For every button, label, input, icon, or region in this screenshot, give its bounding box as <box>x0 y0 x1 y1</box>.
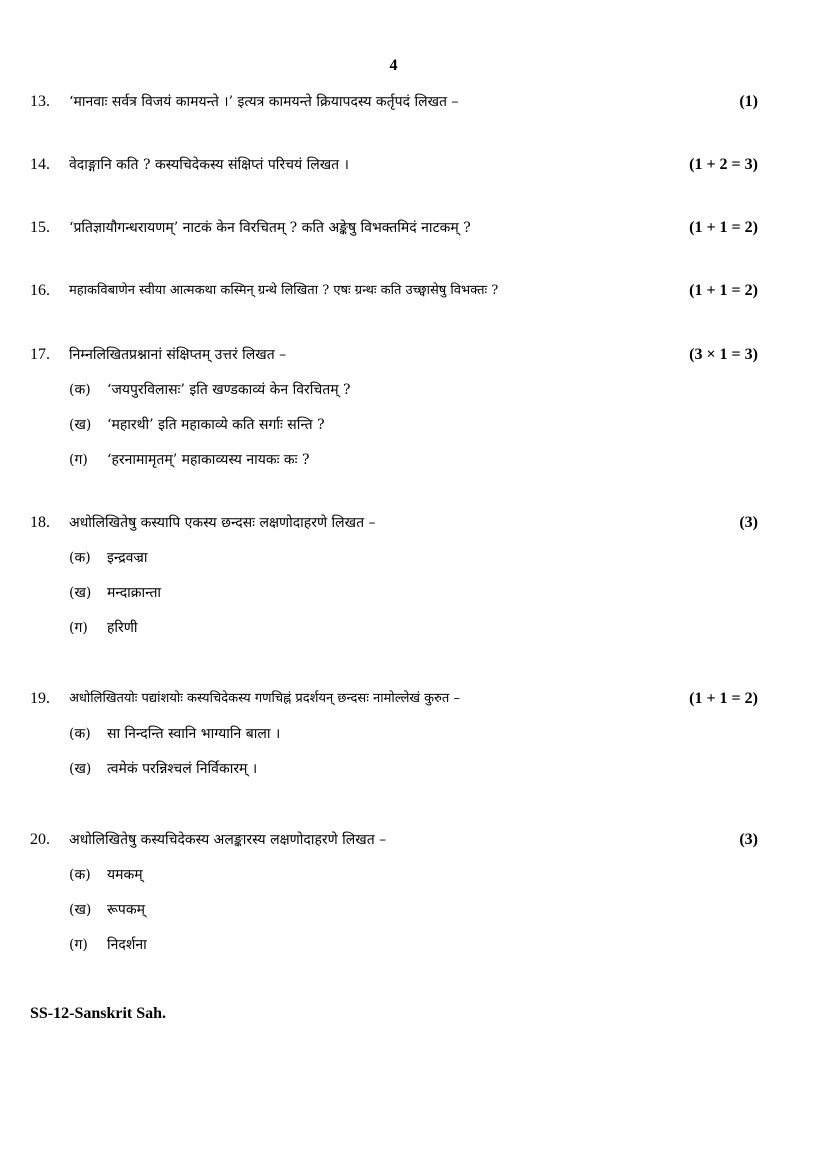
sub-question-text: ‘महारथी’ इति महाकाव्ये कति सर्गाः सन्ति ? <box>107 417 325 433</box>
question-marks: (1 + 1 = 2) <box>689 219 758 236</box>
question-marks: (1 + 2 = 3) <box>689 156 758 173</box>
question-14 <box>0 154 827 176</box>
question-number: 14. <box>30 156 50 173</box>
question-marks: (1) <box>739 93 758 110</box>
sub-question-label: (ग) <box>69 937 88 953</box>
sub-question-label: (ख) <box>69 761 92 777</box>
sub-question <box>0 617 827 652</box>
sub-question-text: यमकम् <box>107 867 143 883</box>
question-text: ‘प्रतिज्ञायौगन्धरायणम्’ नाटकं केन विरचितम् ? कति अङ्केषु विभक्तमिदं नाटकम् ? <box>69 220 471 236</box>
question-18 <box>0 512 827 652</box>
question-20 <box>0 829 827 969</box>
sub-question <box>0 547 827 582</box>
sub-question <box>0 934 827 969</box>
question-text: वेदाङ्गानि कति ? कस्यचिदेकस्य संक्षिप्तं परिचयं लिखत । <box>69 157 349 173</box>
question-marks: (1 + 1 = 2) <box>689 690 758 707</box>
sub-question-label: (ख) <box>69 417 92 433</box>
question-number: 13. <box>30 93 50 110</box>
sub-question-text: त्वमेकं परन्निश्चलं निर्विकारम् । <box>107 761 258 777</box>
question-text: अधोलिखितेषु कस्यापि एकस्य छन्दसः लक्षणोदाहरणे लिखत – <box>69 515 376 531</box>
sub-question-label: (क) <box>69 726 91 742</box>
footer-paper-code: SS-12-Sanskrit Sah. <box>30 1005 167 1022</box>
sub-question <box>0 758 827 793</box>
question-number: 18. <box>30 514 50 531</box>
question-17 <box>0 344 827 484</box>
sub-question <box>0 864 827 899</box>
question-text: निम्नलिखितप्रश्नानां संक्षिप्तम् उत्तरं लिखत – <box>69 347 287 363</box>
question-16 <box>0 280 827 302</box>
question-text: ‘मानवाः सर्वत्र विजयं कामयन्ते ।’ इत्यत्र कामयन्ते क्रियापदस्य कर्तृपदं लिखत – <box>69 94 459 110</box>
sub-question <box>0 582 827 617</box>
sub-question-label: (क) <box>69 867 91 883</box>
sub-question <box>0 414 827 449</box>
sub-question-label: (ख) <box>69 902 92 918</box>
question-text: महाकविबाणेन स्वीया आत्मकथा कस्मिन् ग्रन्थे लिखिता ? एषः ग्रन्थः कति उच्छ्वासेषु विभक्तः ? <box>69 283 499 298</box>
question-number: 20. <box>30 831 50 848</box>
sub-question <box>0 899 827 934</box>
question-15 <box>0 217 827 239</box>
sub-question-label: (क) <box>69 550 91 566</box>
question-number: 16. <box>30 282 50 299</box>
question-marks: (3) <box>739 514 758 531</box>
sub-question <box>0 723 827 758</box>
sub-question-label: (ग) <box>69 620 88 636</box>
sub-question-text: ‘हरनामामृतम्’ महाकाव्यस्य नायकः कः ? <box>107 452 310 468</box>
sub-question-text: हरिणी <box>107 620 138 636</box>
sub-question-text: रूपकम् <box>107 902 145 918</box>
page-number: 4 <box>389 57 398 74</box>
sub-question-text: मन्दाक्रान्ता <box>107 585 162 601</box>
sub-question-label: (ग) <box>69 452 88 468</box>
question-text: अधोलिखितयोः पद्यांशयोः कस्यचिदेकस्य गणचिह्नं प्रदर्शयन् छन्दसः नामोल्लेखं कुरुत – <box>69 691 460 706</box>
sub-question-text: ‘जयपुरविलासः’ इति खण्डकाव्यं केन विरचितम् ? <box>107 382 351 398</box>
question-number: 17. <box>30 346 50 363</box>
sub-question-text: निदर्शना <box>107 937 147 953</box>
question-19 <box>0 688 827 793</box>
question-number: 15. <box>30 219 50 236</box>
sub-question-label: (ख) <box>69 585 92 601</box>
question-text: अधोलिखितेषु कस्यचिदेकस्य अलङ्कारस्य लक्षणोदाहरणे लिखत – <box>69 832 387 848</box>
question-marks: (1 + 1 = 2) <box>689 282 758 299</box>
sub-question-text: सा निन्दन्ति स्वानि भाग्यानि बाला । <box>107 726 281 742</box>
sub-question-label: (क) <box>69 382 91 398</box>
question-13 <box>0 91 827 113</box>
question-marks: (3 × 1 = 3) <box>689 346 758 363</box>
sub-question-text: इन्द्रवज्रा <box>107 550 148 566</box>
question-marks: (3) <box>739 831 758 848</box>
sub-question <box>0 449 827 484</box>
sub-question <box>0 379 827 414</box>
question-number: 19. <box>30 690 50 707</box>
